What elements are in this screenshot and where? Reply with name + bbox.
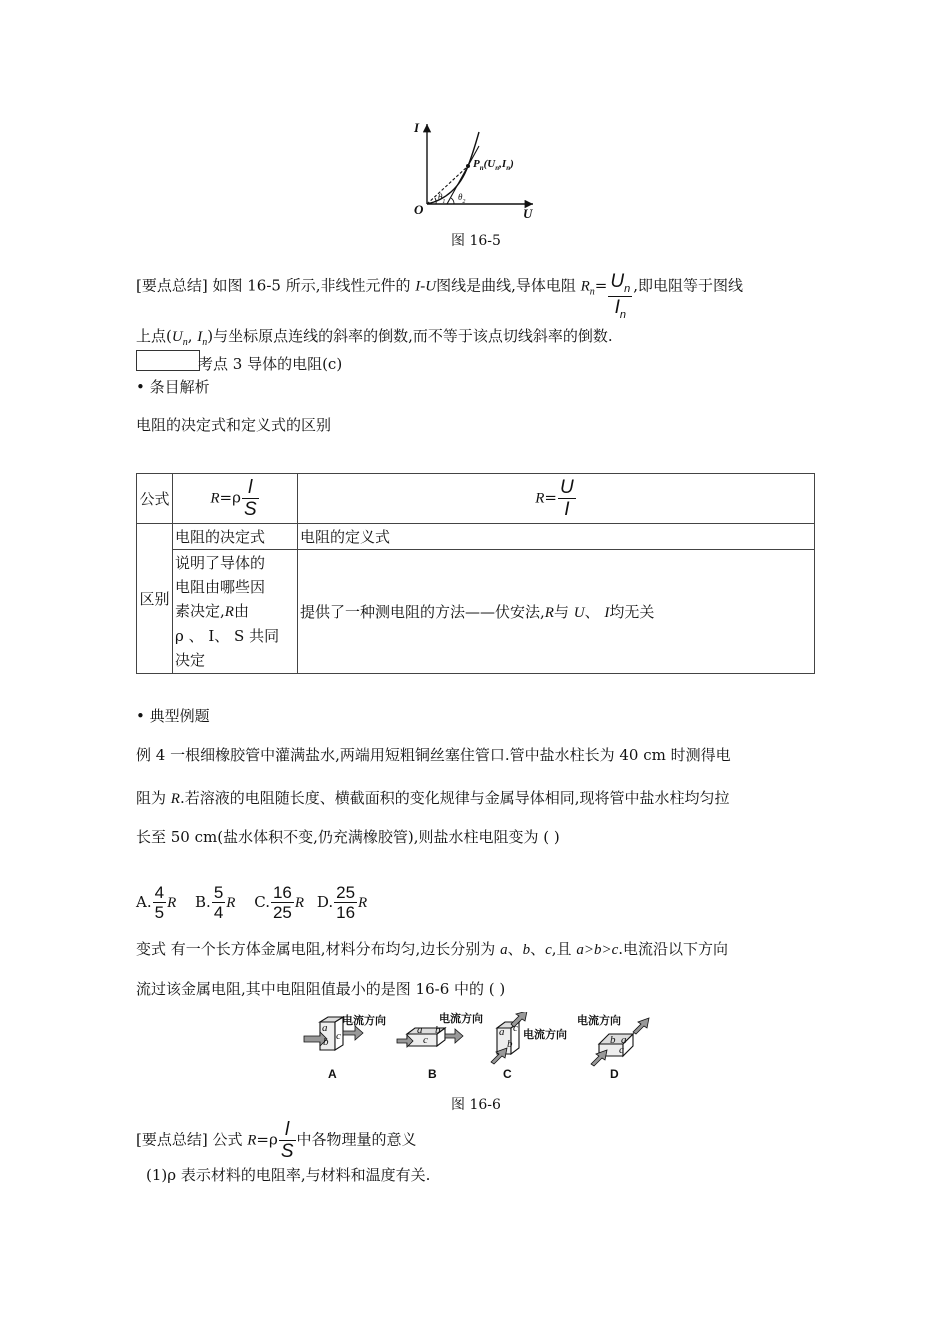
- point-pn: [466, 164, 470, 168]
- figure-option-d: b a c 电流方向 D: [585, 1012, 660, 1082]
- figure-option-a: a b c 电流方向 A: [300, 1012, 380, 1082]
- figure-option-c: a b c 电流方向 C: [485, 1012, 575, 1082]
- table-row-name: [137, 524, 815, 550]
- row-label-diff: 区别: [137, 524, 173, 674]
- variant-line-2: 流过该金属电阻,其中电阻阻值最小的是图 16-6 中的 ( ): [136, 980, 506, 998]
- formula-decide: R=ρ $\frac{l}{S}$: [173, 474, 298, 524]
- example-4-line-1: 例 4 一根细橡胶管中灌满盐水,两端用短粗铜丝塞住管口.管中盐水柱长为 40 cm 时测得电: [136, 746, 731, 764]
- option-d[interactable]: D. $\frac{25}{16}$ R: [316, 883, 368, 922]
- option-a[interactable]: A. $\frac{4}{5}$ R: [136, 883, 177, 922]
- figure-caption-16-6: 图 16-6: [451, 1097, 501, 1113]
- x-axis-label: U: [523, 206, 533, 221]
- table-row-desc: [137, 550, 815, 674]
- figure-16-6: [300, 1012, 660, 1082]
- section-3-bullet: • 条目解析: [136, 378, 210, 396]
- cell-define: 电阻的定义式: [298, 524, 815, 550]
- option-b[interactable]: B. $\frac{5}{4}$ R: [195, 883, 236, 922]
- summary-1-line-2: 上点($U_n$, $I_n$)与坐标原点连线的斜率的倒数,而不等于该点切线斜率的倒数.: [136, 327, 613, 348]
- variant-line-1: 变式 有一个长方体金属电阻,材料分布均匀,边长分别为 a、b、c,且 a>b>c.电流沿以下方向: [136, 940, 729, 958]
- resistivity-fraction: $\frac{l}{S}$: [280, 1119, 294, 1162]
- origin-label: O: [414, 202, 424, 217]
- example-4-line-3: 长至 50 cm(盐水体积不变,仍充满橡胶管),则盐水柱电阻变为 ( ): [136, 828, 560, 846]
- resistance-fraction: $\frac{U_n}{I_n}$: [610, 271, 631, 321]
- y-axis-label: I: [414, 120, 420, 135]
- examples-bullet: • 典型例题: [136, 707, 210, 725]
- formula-define: R= $\frac{U}{I}$: [298, 474, 815, 524]
- cell-decide-desc: 说明了导体的 电阻由哪些因 素决定,R由 ρ 、 I、 S 共同 决定: [173, 550, 298, 674]
- figure-16-5: [405, 118, 545, 223]
- figure-caption-16-5: 图 16-5: [451, 233, 501, 249]
- theta2-label: $\theta_2$: [458, 192, 466, 205]
- option-c[interactable]: C. $\frac{16}{25}$ R: [254, 883, 305, 922]
- summary-2-item-1: (1)ρ 表示材料的电阻率,与材料和温度有关.: [146, 1166, 431, 1184]
- summary-2-line: [要点总结] 公式 R=ρ $\frac{l}{S}$ 中各物理量的意义: [136, 1119, 417, 1162]
- example-4-line-2: 阻为 R.若溶液的电阻随长度、横截面积的变化规律与金属导体相同,现将管中盐水柱均匀拉: [136, 789, 730, 807]
- row-label-formula: 公式: [137, 474, 173, 524]
- cell-define-desc: 提供了一种测电阻的方法——伏安法,R与 U、 I均无关: [298, 550, 815, 674]
- example-4-options: [136, 884, 367, 921]
- section-marker-box: [136, 350, 200, 371]
- point-label: $P_n(U_n,I_n)$: [473, 158, 514, 173]
- summary-1-line-1: [要点总结] 如图 16-5 所示,非线性元件的 I-U图线是曲线,导体电阻 $R_n=$ $\frac{U_n}{I_n}$ ,即电阻等于图线: [136, 271, 744, 321]
- section-3-intro: 电阻的决定式和定义式的区别: [136, 416, 332, 434]
- theta1-label: $\theta_1$: [438, 192, 446, 205]
- figure-option-b: a b c 电流方向 B: [395, 1012, 475, 1082]
- cell-decide: 电阻的决定式: [173, 524, 298, 550]
- table-row-formula: [137, 474, 815, 524]
- section-3-title: 考点 3 导体的电阻(c): [198, 355, 343, 373]
- resistance-comparison-table: [136, 473, 815, 674]
